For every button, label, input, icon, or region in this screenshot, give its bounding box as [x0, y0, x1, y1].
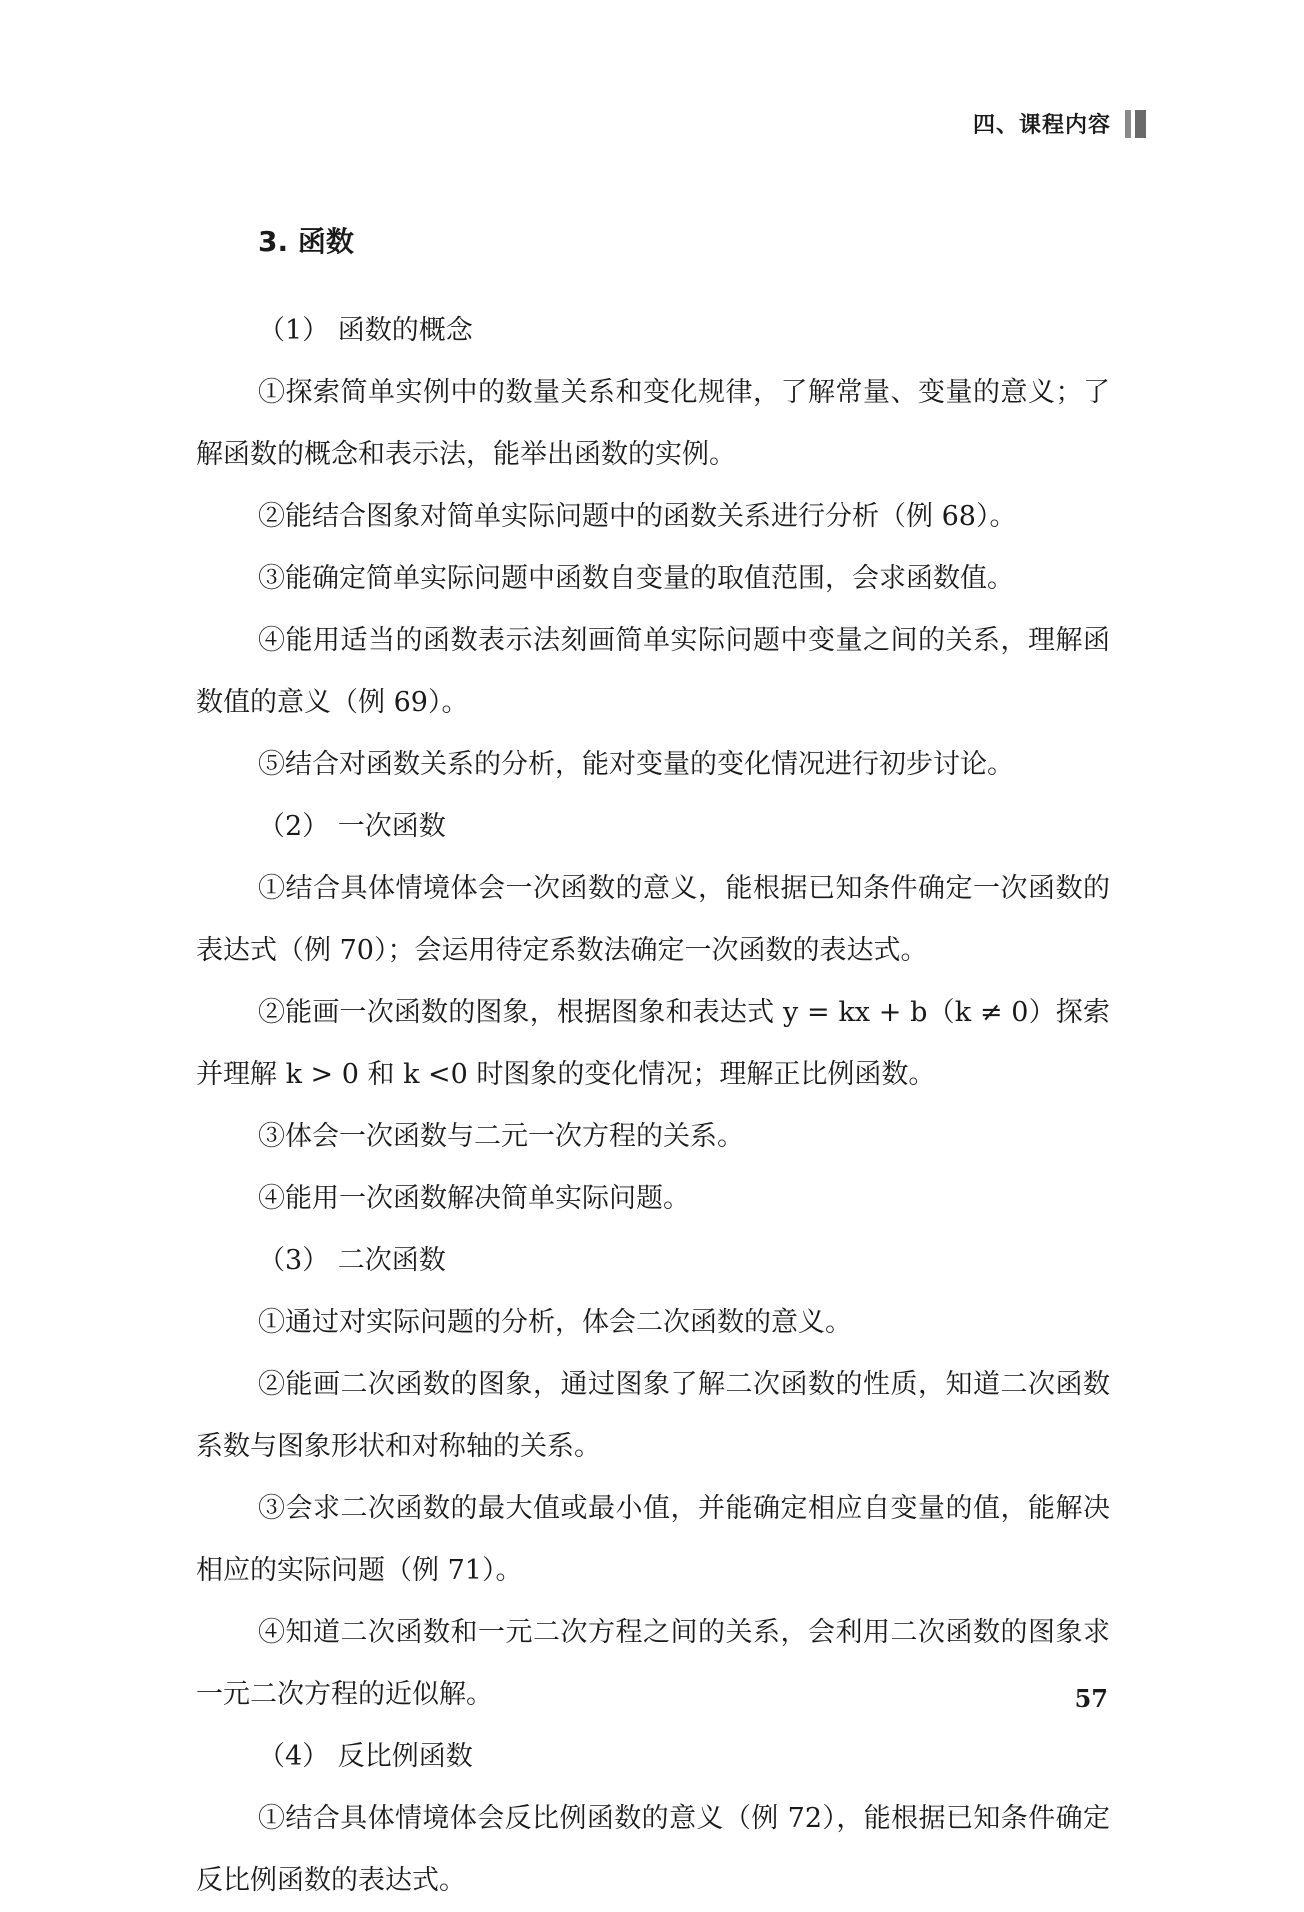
header-bar-thin — [1125, 110, 1131, 138]
page-content — [196, 218, 1110, 1912]
sub-heading-linear-function: （2） 一次函数 — [258, 811, 446, 842]
paragraph: ①通过对实际问题的分析，体会二次函数的意义。 — [258, 1307, 852, 1338]
header-bar-icon — [1121, 110, 1146, 138]
paragraph: ③会求二次函数的最大值或最小值，并能确定相应自变量的值，能解决相应的实际问题（例 71）。 — [196, 1493, 1110, 1586]
page-header — [973, 108, 1146, 139]
page-number: 57 — [1074, 1684, 1108, 1713]
paragraph: ①结合具体情境体会反比例函数的意义（例 72），能根据已知条件确定反比例函数的表达式。 — [196, 1803, 1110, 1896]
paragraph: ①结合具体情境体会一次函数的意义，能根据已知条件确定一次函数的表达式（例 70）；会运用待定系数法确定一次函数的表达式。 — [196, 873, 1110, 966]
paragraph: ②能结合图象对简单实际问题中的函数关系进行分析（例 68）。 — [258, 501, 1017, 532]
paragraph: ③能确定简单实际问题中函数自变量的取值范围，会求函数值。 — [258, 563, 1014, 594]
paragraph: ⑤结合对函数关系的分析，能对变量的变化情况进行初步讨论。 — [258, 749, 1014, 780]
paragraph: ②能画一次函数的图象，根据图象和表达式 y = kx + b（k ≠ 0）探索并理解 k > 0 和 k <0 时图象的变化情况；理解正比例函数。 — [196, 997, 1110, 1090]
sub-heading-function-concept: （1） 函数的概念 — [258, 315, 473, 346]
sub-heading-inverse-proportional-function: （4） 反比例函数 — [258, 1741, 473, 1772]
section-title: 3. 函数 — [258, 225, 354, 258]
header-bar-thick — [1135, 110, 1146, 138]
paragraph: ②能画二次函数的图象，通过图象了解二次函数的性质，知道二次函数系数与图象形状和对称轴的关系。 — [196, 1369, 1110, 1462]
paragraph: ③体会一次函数与二元一次方程的关系。 — [258, 1121, 744, 1152]
paragraph: ④知道二次函数和一元二次方程之间的关系，会利用二次函数的图象求一元二次方程的近似解。 — [196, 1617, 1110, 1710]
paragraph: ①探索简单实例中的数量关系和变化规律，了解常量、变量的意义；了解函数的概念和表示法，能举出函数的实例。 — [196, 377, 1110, 470]
paragraph: ④能用适当的函数表示法刻画简单实际问题中变量之间的关系，理解函数值的意义（例 69）。 — [196, 625, 1110, 718]
paragraph: ④能用一次函数解决简单实际问题。 — [258, 1183, 690, 1214]
chapter-title: 四、课程内容 — [972, 112, 1111, 138]
sub-heading-quadratic-function: （3） 二次函数 — [258, 1245, 446, 1276]
